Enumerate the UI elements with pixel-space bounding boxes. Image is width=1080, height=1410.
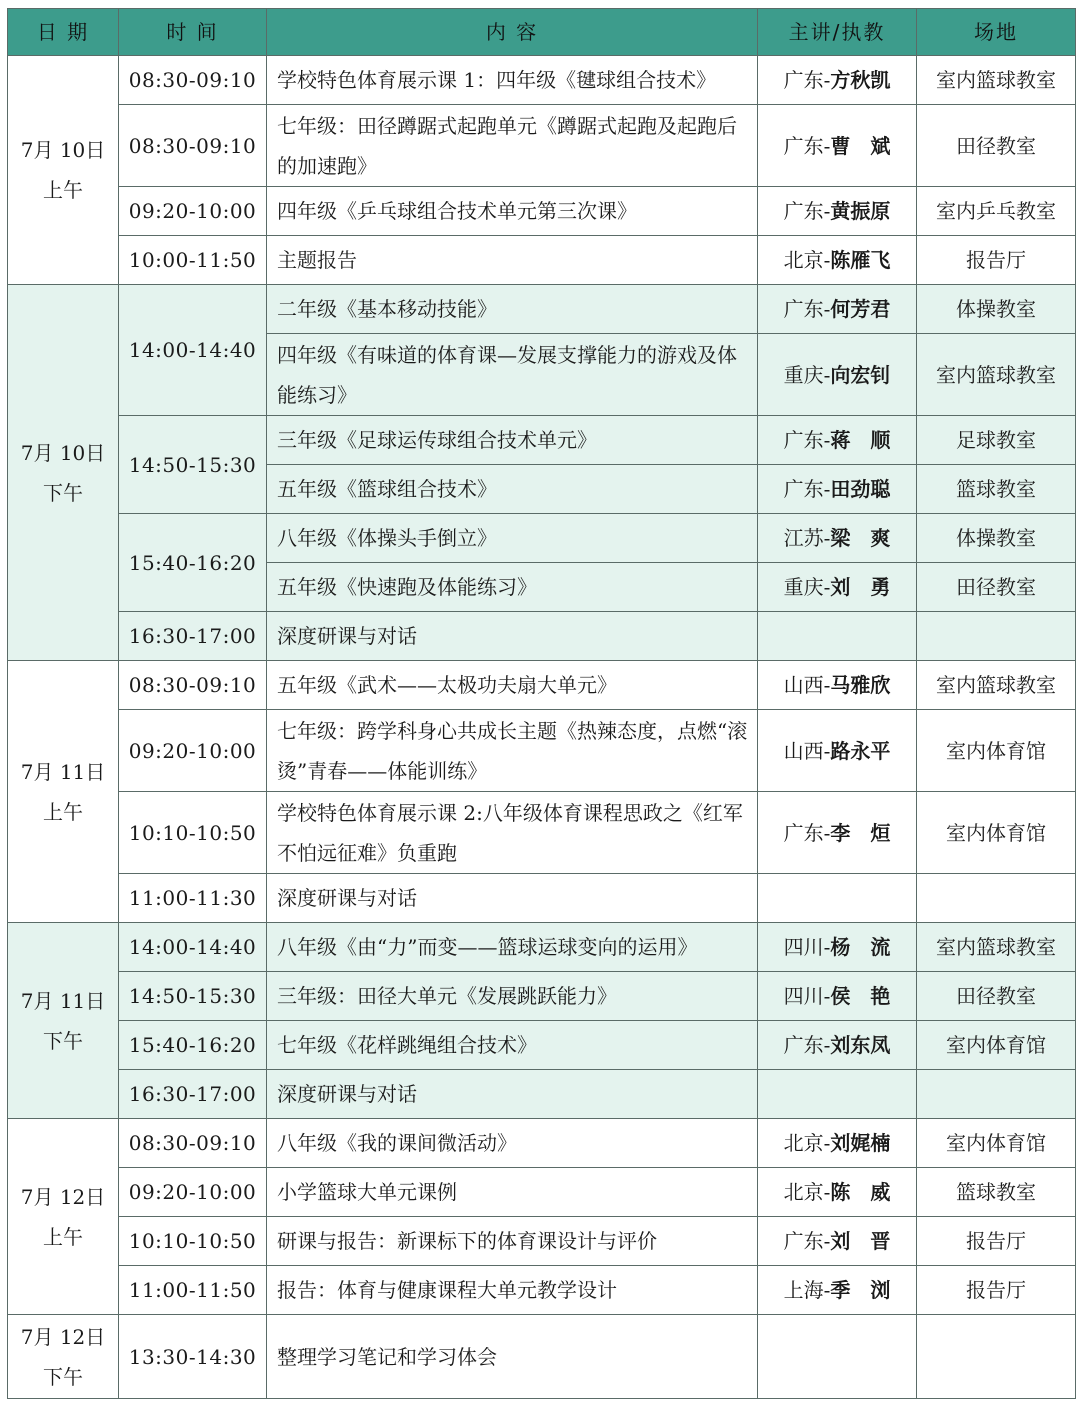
content-cell: 五年级《武术——太极功夫扇大单元》 bbox=[267, 661, 758, 710]
header-venue: 场地 bbox=[917, 9, 1076, 56]
content-cell: 七年级《花样跳绳组合技术》 bbox=[267, 1021, 758, 1070]
table-row bbox=[8, 1266, 1076, 1315]
speaker-region: 广东- bbox=[783, 133, 831, 158]
date-cell bbox=[8, 56, 119, 285]
time-cell: 09:20-10:00 bbox=[119, 187, 267, 236]
speaker-region: 四川- bbox=[783, 935, 831, 959]
venue-cell: 田径教室 bbox=[917, 563, 1076, 612]
table-row bbox=[8, 56, 1076, 105]
venue-cell: 体操教室 bbox=[917, 285, 1076, 334]
speaker-cell bbox=[758, 514, 917, 563]
content-cell: 学校特色体育展示课 2:八年级体育课程思政之《红军不怕远征难》负重跑 bbox=[267, 792, 758, 874]
table-row bbox=[8, 874, 1076, 923]
speaker-cell bbox=[758, 285, 917, 334]
time-cell: 14:50-15:30 bbox=[119, 972, 267, 1021]
content-cell: 深度研课与对话 bbox=[267, 612, 758, 661]
speaker-region: 广东- bbox=[783, 68, 831, 92]
venue-cell: 篮球教室 bbox=[917, 465, 1076, 514]
speaker-name: 黄振原 bbox=[830, 199, 891, 223]
content-cell: 五年级《篮球组合技术》 bbox=[267, 465, 758, 514]
content-cell: 七年级：田径蹲踞式起跑单元《蹲踞式起跑及起跑后的加速跑》 bbox=[267, 105, 758, 187]
date-cell bbox=[8, 661, 119, 923]
venue-cell: 室内体育馆 bbox=[917, 1021, 1076, 1070]
session-label: 下午 bbox=[43, 1028, 83, 1053]
venue-cell: 足球教室 bbox=[917, 416, 1076, 465]
time-cell: 14:00-14:40 bbox=[119, 923, 267, 972]
speaker-name: 方秋凯 bbox=[830, 68, 891, 92]
content-cell: 三年级：田径大单元《发展跳跃能力》 bbox=[267, 972, 758, 1021]
speaker-name: 侯 艳 bbox=[830, 984, 891, 1008]
speaker-name: 陈 威 bbox=[830, 1180, 891, 1204]
content-cell: 七年级：跨学科身心共成长主题《热辣态度，点燃“滚烫”青春——体能训练》 bbox=[267, 710, 758, 792]
content-cell: 五年级《快速跑及体能练习》 bbox=[267, 563, 758, 612]
content-cell: 学校特色体育展示课 1：四年级《毽球组合技术》 bbox=[267, 56, 758, 105]
venue-cell bbox=[917, 1315, 1076, 1399]
venue-cell: 报告厅 bbox=[917, 236, 1076, 285]
session-label: 下午 bbox=[43, 1364, 83, 1389]
venue-cell bbox=[917, 1070, 1076, 1119]
content-cell: 三年级《足球运传球组合技术单元》 bbox=[267, 416, 758, 465]
session-label: 下午 bbox=[43, 480, 83, 505]
speaker-region: 重庆- bbox=[783, 362, 831, 387]
table-row bbox=[8, 710, 1076, 792]
time-cell: 08:30-09:10 bbox=[119, 56, 267, 105]
speaker-cell bbox=[758, 1021, 917, 1070]
speaker-name: 刘 晋 bbox=[830, 1229, 891, 1253]
venue-cell: 报告厅 bbox=[917, 1217, 1076, 1266]
speaker-region: 广东- bbox=[783, 428, 831, 452]
venue-cell: 报告厅 bbox=[917, 1266, 1076, 1315]
venue-cell: 室内乒乓教室 bbox=[917, 187, 1076, 236]
speaker-name: 何芳君 bbox=[830, 297, 891, 321]
date-line: 7月 12日 bbox=[20, 1324, 106, 1349]
speaker-cell bbox=[758, 1168, 917, 1217]
speaker-cell bbox=[758, 187, 917, 236]
content-cell: 四年级《乒乓球组合技术单元第三次课》 bbox=[267, 187, 758, 236]
venue-cell bbox=[917, 874, 1076, 923]
venue-cell: 室内篮球教室 bbox=[917, 56, 1076, 105]
table-row bbox=[8, 972, 1076, 1021]
session-label: 上午 bbox=[43, 178, 83, 202]
table-row bbox=[8, 923, 1076, 972]
time-cell: 14:50-15:30 bbox=[119, 416, 267, 514]
speaker-cell bbox=[758, 1217, 917, 1266]
content-cell: 整理学习笔记和学习体会 bbox=[267, 1315, 758, 1399]
venue-cell: 室内篮球教室 bbox=[917, 334, 1076, 416]
header-date: 日 期 bbox=[8, 9, 119, 56]
speaker-cell bbox=[758, 465, 917, 514]
date-cell bbox=[8, 923, 119, 1119]
date-line: 7月 10日 bbox=[20, 138, 106, 162]
time-cell: 15:40-16:20 bbox=[119, 514, 267, 612]
table-row bbox=[8, 187, 1076, 236]
schedule-body bbox=[8, 56, 1076, 1399]
speaker-cell bbox=[758, 612, 917, 661]
speaker-cell bbox=[758, 792, 917, 874]
time-cell: 11:00-11:50 bbox=[119, 1266, 267, 1315]
content-cell: 报告：体育与健康课程大单元教学设计 bbox=[267, 1266, 758, 1315]
time-cell: 16:30-17:00 bbox=[119, 1070, 267, 1119]
speaker-cell bbox=[758, 1070, 917, 1119]
speaker-cell bbox=[758, 972, 917, 1021]
table-row bbox=[8, 612, 1076, 661]
speaker-name: 马雅欣 bbox=[830, 673, 891, 697]
speaker-cell bbox=[758, 1315, 917, 1399]
content-cell: 深度研课与对话 bbox=[267, 1070, 758, 1119]
speaker-cell bbox=[758, 563, 917, 612]
content-cell: 小学篮球大单元课例 bbox=[267, 1168, 758, 1217]
date-line: 7月 11日 bbox=[20, 759, 106, 784]
venue-cell: 室内体育馆 bbox=[917, 710, 1076, 792]
venue-cell: 室内篮球教室 bbox=[917, 661, 1076, 710]
time-cell: 10:10-10:50 bbox=[119, 1217, 267, 1266]
speaker-cell bbox=[758, 661, 917, 710]
time-cell: 10:10-10:50 bbox=[119, 792, 267, 874]
date-line: 7月 10日 bbox=[20, 440, 106, 465]
speaker-region: 广东- bbox=[783, 1033, 831, 1057]
time-cell: 16:30-17:00 bbox=[119, 612, 267, 661]
header-time: 时 间 bbox=[119, 9, 267, 56]
venue-cell: 田径教室 bbox=[917, 105, 1076, 187]
table-row bbox=[8, 105, 1076, 187]
speaker-name: 刘 勇 bbox=[830, 575, 891, 599]
venue-cell: 体操教室 bbox=[917, 514, 1076, 563]
venue-cell: 田径教室 bbox=[917, 972, 1076, 1021]
speaker-cell bbox=[758, 236, 917, 285]
date-cell bbox=[8, 1315, 119, 1399]
speaker-region: 北京- bbox=[783, 1180, 831, 1204]
speaker-name: 曹 斌 bbox=[830, 133, 891, 158]
header-speaker: 主讲/执教 bbox=[758, 9, 917, 56]
time-cell: 10:00-11:50 bbox=[119, 236, 267, 285]
session-label: 上午 bbox=[43, 799, 83, 824]
speaker-name: 梁 爽 bbox=[830, 526, 891, 550]
date-line: 7月 11日 bbox=[20, 988, 106, 1013]
speaker-region: 北京- bbox=[783, 248, 831, 272]
speaker-name: 田劲聪 bbox=[830, 477, 891, 501]
speaker-name: 刘娓楠 bbox=[830, 1131, 891, 1155]
speaker-region: 广东- bbox=[783, 297, 831, 321]
speaker-name: 路永平 bbox=[830, 738, 891, 763]
table-row bbox=[8, 1217, 1076, 1266]
speaker-region: 广东- bbox=[783, 477, 831, 501]
time-cell: 09:20-10:00 bbox=[119, 710, 267, 792]
speaker-region: 江苏- bbox=[783, 526, 831, 550]
speaker-cell bbox=[758, 416, 917, 465]
content-cell: 八年级《体操头手倒立》 bbox=[267, 514, 758, 563]
time-cell: 11:00-11:30 bbox=[119, 874, 267, 923]
content-cell: 深度研课与对话 bbox=[267, 874, 758, 923]
speaker-region: 广东- bbox=[783, 1229, 831, 1253]
speaker-cell bbox=[758, 1266, 917, 1315]
time-cell: 14:00-14:40 bbox=[119, 285, 267, 416]
content-cell: 四年级《有味道的体育课—发展支撑能力的游戏及体能练习》 bbox=[267, 334, 758, 416]
venue-cell bbox=[917, 612, 1076, 661]
time-cell: 09:20-10:00 bbox=[119, 1168, 267, 1217]
speaker-cell bbox=[758, 1119, 917, 1168]
table-row bbox=[8, 514, 1076, 563]
date-line: 7月 12日 bbox=[20, 1184, 106, 1209]
header-row bbox=[8, 9, 1076, 56]
speaker-region: 山西- bbox=[783, 738, 831, 763]
speaker-name: 杨 流 bbox=[830, 935, 891, 959]
content-cell: 研课与报告：新课标下的体育课设计与评价 bbox=[267, 1217, 758, 1266]
schedule-table bbox=[7, 8, 1076, 1399]
table-row bbox=[8, 236, 1076, 285]
date-cell bbox=[8, 1119, 119, 1315]
content-cell: 二年级《基本移动技能》 bbox=[267, 285, 758, 334]
time-cell: 08:30-09:10 bbox=[119, 105, 267, 187]
content-cell: 八年级《我的课间微活动》 bbox=[267, 1119, 758, 1168]
speaker-name: 向宏钊 bbox=[830, 362, 891, 387]
session-label: 上午 bbox=[43, 1224, 83, 1249]
content-cell: 八年级《由“力”而变——篮球运球变向的运用》 bbox=[267, 923, 758, 972]
table-row bbox=[8, 1168, 1076, 1217]
table-row bbox=[8, 285, 1076, 334]
venue-cell: 室内体育馆 bbox=[917, 1119, 1076, 1168]
time-cell: 13:30-14:30 bbox=[119, 1315, 267, 1399]
speaker-name: 李 烜 bbox=[830, 820, 891, 845]
table-row bbox=[8, 416, 1076, 465]
speaker-cell bbox=[758, 105, 917, 187]
speaker-region: 山西- bbox=[783, 673, 831, 697]
speaker-region: 广东- bbox=[783, 820, 831, 845]
speaker-name: 季 浏 bbox=[830, 1278, 891, 1302]
speaker-region: 四川- bbox=[783, 984, 831, 1008]
venue-cell: 室内篮球教室 bbox=[917, 923, 1076, 972]
table-row bbox=[8, 1070, 1076, 1119]
table-row bbox=[8, 1119, 1076, 1168]
speaker-region: 重庆- bbox=[783, 575, 831, 599]
table-row bbox=[8, 1315, 1076, 1399]
venue-cell: 室内体育馆 bbox=[917, 792, 1076, 874]
speaker-cell bbox=[758, 334, 917, 416]
speaker-cell bbox=[758, 56, 917, 105]
table-row bbox=[8, 1021, 1076, 1070]
speaker-name: 刘东凤 bbox=[830, 1033, 891, 1057]
venue-cell: 篮球教室 bbox=[917, 1168, 1076, 1217]
speaker-cell bbox=[758, 923, 917, 972]
time-cell: 08:30-09:10 bbox=[119, 661, 267, 710]
speaker-region: 北京- bbox=[783, 1131, 831, 1155]
speaker-cell bbox=[758, 874, 917, 923]
content-cell: 主题报告 bbox=[267, 236, 758, 285]
header-content: 内 容 bbox=[267, 9, 758, 56]
speaker-region: 广东- bbox=[783, 199, 831, 223]
date-cell bbox=[8, 285, 119, 661]
speaker-region: 上海- bbox=[783, 1278, 831, 1302]
speaker-name: 陈雁飞 bbox=[830, 248, 891, 272]
time-cell: 08:30-09:10 bbox=[119, 1119, 267, 1168]
speaker-name: 蒋 顺 bbox=[830, 428, 891, 452]
table-row bbox=[8, 792, 1076, 874]
speaker-cell bbox=[758, 710, 917, 792]
time-cell: 15:40-16:20 bbox=[119, 1021, 267, 1070]
table-row bbox=[8, 661, 1076, 710]
